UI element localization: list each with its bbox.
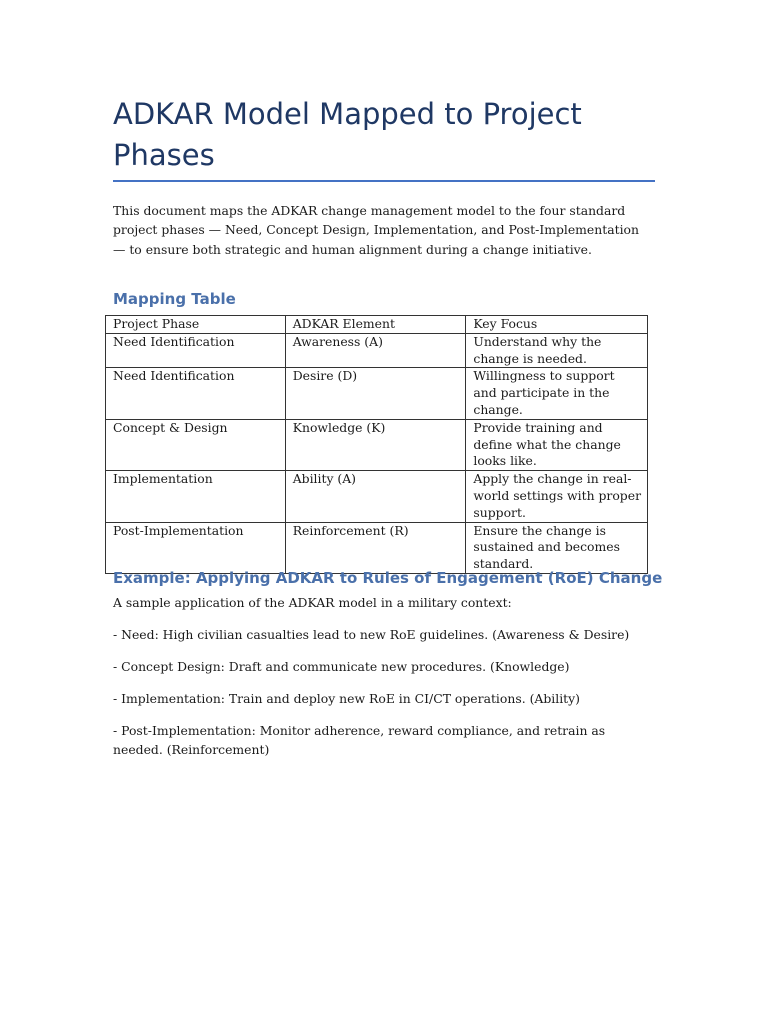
example-item-post-implementation: - Post-Implementation: Monitor adherence, reward compliance, and retrain as needed. (Reinforcement) bbox=[113, 723, 606, 758]
cell-key-focus: Ensure the change is sustained and becomes standard. bbox=[466, 522, 648, 573]
example-item-concept-design: - Concept Design: Draft and communicate new procedures. (Knowledge) bbox=[113, 659, 570, 674]
cell-key-focus: Apply the change in real-world settings with proper support. bbox=[466, 471, 648, 522]
example-lead-paragraph: A sample application of the ADKAR model in a military context: bbox=[113, 595, 512, 610]
cell-key-focus: Provide training and define what the change looks like. bbox=[466, 419, 648, 470]
title-underline bbox=[113, 180, 655, 182]
cell-adkar-element: Awareness (A) bbox=[285, 333, 466, 368]
table-row bbox=[106, 522, 648, 573]
cell-adkar-element: Desire (D) bbox=[285, 368, 466, 419]
column-header-key-focus: Key Focus bbox=[466, 316, 648, 334]
cell-adkar-element: Ability (A) bbox=[285, 471, 466, 522]
cell-project-phase: Need Identification bbox=[106, 368, 286, 419]
document-title: ADKAR Model Mapped to Project Phases bbox=[113, 97, 582, 172]
table-row bbox=[106, 471, 648, 522]
mapping-table bbox=[105, 315, 648, 574]
mapping-table-heading: Mapping Table bbox=[113, 290, 236, 308]
column-header-project-phase: Project Phase bbox=[106, 316, 286, 334]
cell-adkar-element: Reinforcement (R) bbox=[285, 522, 466, 573]
column-header-adkar-element: ADKAR Element bbox=[285, 316, 466, 334]
cell-project-phase: Concept & Design bbox=[106, 419, 286, 470]
example-item-implementation: - Implementation: Train and deploy new RoE in CI/CT operations. (Ability) bbox=[113, 691, 580, 706]
cell-project-phase: Need Identification bbox=[106, 333, 286, 368]
table-row bbox=[106, 333, 648, 368]
cell-adkar-element: Knowledge (K) bbox=[285, 419, 466, 470]
intro-paragraph: This document maps the ADKAR change management model to the four standard project phases — Need, Concept Design, Implementation, and Post-Implementation — to ensure both strategic and human alignment during a change initiative. bbox=[113, 203, 639, 257]
cell-project-phase: Implementation bbox=[106, 471, 286, 522]
table-row bbox=[106, 419, 648, 470]
table-header-row bbox=[106, 316, 648, 334]
example-heading: Example: Applying ADKAR to Rules of Engagement (RoE) Change bbox=[113, 569, 663, 587]
cell-key-focus: Understand why the change is needed. bbox=[466, 333, 648, 368]
table-row bbox=[106, 368, 648, 419]
cell-key-focus: Willingness to support and participate in the change. bbox=[466, 368, 648, 419]
example-item-need: - Need: High civilian casualties lead to new RoE guidelines. (Awareness & Desire) bbox=[113, 627, 630, 642]
cell-project-phase: Post-Implementation bbox=[106, 522, 286, 573]
